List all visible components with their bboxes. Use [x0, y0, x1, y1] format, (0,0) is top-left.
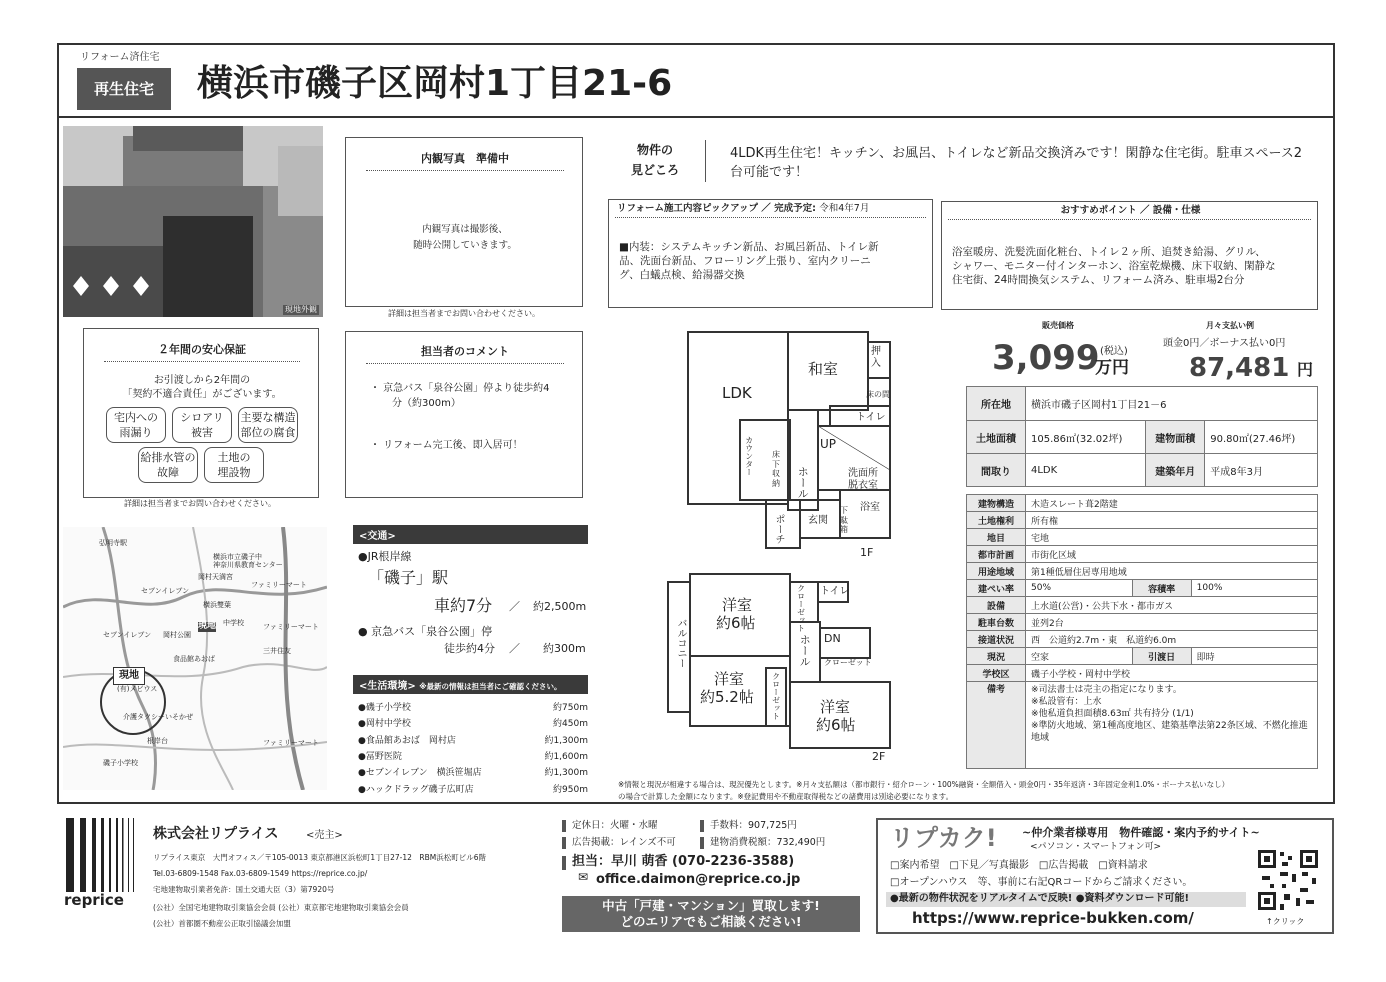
guarantee-item: [172, 407, 232, 443]
guarantee-item: [238, 407, 298, 443]
spec-value: 磯子小学校・岡村中学校: [1026, 665, 1318, 682]
recommend-line-1: 浴室暖房、洗髪洗面化粧台、トイレ２ヶ所、追焚き給湯、グリル、: [952, 246, 1266, 258]
bldg-key: 建物面積: [1146, 421, 1205, 454]
exterior-caption: 現地外観: [285, 305, 317, 315]
remarks-line: ※他私道負担面積8.63㎡ 共有持分 (1/1): [1031, 709, 1194, 719]
table-row: [967, 495, 1318, 512]
guarantee-box: [83, 328, 319, 498]
spec-key: 建物構造: [967, 495, 1026, 512]
ripukaku-line-2: □オープンハウス 等、事前に右記QRコードからご請求ください。: [890, 877, 1193, 888]
area-map[interactable]: [63, 527, 327, 790]
reprice-logo-text: reprice: [64, 891, 124, 909]
highlight-text-2: 台可能です！: [730, 165, 809, 180]
spec-key: 建ぺい率: [967, 580, 1026, 597]
recommend-line-3: 住宅街、24時間換気システム、リフォーム済み、駐車場2台分: [952, 274, 1245, 286]
table-row: [967, 614, 1318, 631]
highlight-text-1: 4LDK再生住宅！キッチン、お風呂、トイレなど新品交換済みです！閑静な住宅街。駐車スペース2: [730, 146, 1303, 161]
interior-body-2: 随時公開していきます。: [413, 240, 517, 251]
environment-heading: <生活環境>: [359, 681, 416, 692]
table-row: [967, 631, 1318, 648]
map-label: 横浜雙葉: [203, 601, 231, 609]
fp1-getabako: 下駄箱: [840, 506, 848, 535]
map-current-marker: 現地: [198, 621, 217, 631]
spec-table: [966, 494, 1318, 769]
guarantee-item: [106, 407, 166, 443]
buy-banner: [562, 896, 860, 932]
remarks-value: [1026, 682, 1318, 769]
bldg-value: 90.80㎡(27.46坪): [1205, 421, 1318, 454]
highlight-divider: [705, 140, 706, 182]
fp1-oshiire: 押入: [871, 346, 881, 369]
monthly-note: 頭金0円／ボーナス払い0円: [1163, 338, 1286, 349]
reform-completion-label: 完成予定:: [774, 203, 816, 214]
ripukaku-click: ↑クリック: [1266, 917, 1305, 926]
traffic-line: ●JR根岸線: [358, 550, 412, 563]
divider: [948, 219, 1311, 220]
disclaimer-1: ※情報と現況が相違する場合は、現況優先とします。※月々支払額は（都市銀行・紹介ローン・100%融資・全額借入・頭金0円・35年返済・3年固定金利1.0%・ボーナス払いなし）: [618, 780, 1230, 789]
env-dist: 約1,300m: [544, 736, 588, 746]
spec-value-2: 即時: [1191, 648, 1317, 665]
env-dist: 約1,300m: [544, 768, 588, 778]
exterior-photo-image: [63, 126, 323, 317]
address-value: 横浜市磯子区岡村1丁目21－6: [1026, 387, 1318, 421]
spec-key: 駐車台数: [967, 614, 1026, 631]
spec-key: 設備: [967, 597, 1026, 614]
ripukaku-line-3: ●最新の物件状況をリアルタイムで反映! ●資料ダウンロード可能!: [890, 893, 1190, 904]
layout-key: 間取り: [967, 454, 1026, 487]
reform-line-1: ■内装：システムキッチン新品、お風呂新品、トイレ新: [619, 241, 879, 253]
comment-line-1: ・ 京急バス「泉谷公園」停より徒歩約4: [370, 383, 550, 394]
traffic-dist: 約2,500m: [533, 600, 587, 613]
reform-heading-sep: ／: [761, 203, 771, 214]
price-tax: (税込): [1100, 346, 1128, 357]
environment-heading-bar: [353, 675, 588, 694]
ripukaku-url[interactable]: https://www.reprice-bukken.com/: [912, 909, 1194, 927]
qr-code-drawing: [1256, 848, 1320, 912]
contact-holiday: 定休日：火曜・水曜: [572, 820, 658, 831]
guarantee-item-line1: シロアリ: [180, 411, 224, 424]
env-dist: 約1,600m: [544, 752, 588, 762]
fp2-dn: DN: [824, 632, 841, 645]
spec-key: 接道状況: [967, 631, 1026, 648]
contact-person: 担当：早川 萌香 (070-2236-3588): [572, 854, 795, 869]
fp2-youshitsu-b: 洋室: [714, 670, 745, 688]
fp1-washitsu: 和室: [808, 360, 839, 378]
guarantee-item: [138, 447, 198, 483]
ripukaku-sub: <パソコン・スマートフォン可>: [1030, 842, 1162, 852]
spec-key: 学校区: [967, 665, 1026, 682]
table-row: [967, 580, 1318, 597]
reform-completion-value: 令和4年7月: [819, 203, 870, 214]
fp2-closet-3: クローゼット: [771, 672, 781, 720]
built-key: 建築年月: [1146, 454, 1205, 487]
interior-photo-box: [345, 137, 583, 307]
remarks-line: ※私設管有：上水: [1031, 697, 1102, 707]
bullet-bar: [562, 837, 566, 849]
fp1-dakui: 脱衣室: [848, 480, 878, 491]
map-label: 横浜市立磯子中: [213, 553, 262, 561]
highlight-label-2: 見どころ: [631, 163, 680, 177]
page-title: 横浜市磯子区岡村1丁目21-6: [197, 63, 673, 104]
divider: [104, 361, 300, 362]
ripukaku-title: ~仲介業者様専用 物件確認・案内予約サイト~: [1022, 826, 1260, 839]
contact-ad: 広告掲載：レインズ不可: [572, 837, 676, 848]
fp1-toilet: トイレ: [856, 412, 886, 423]
guarantee-item: [204, 447, 264, 483]
comment-line-2: 分（約300m）: [392, 398, 461, 409]
fp1-up: UP: [820, 437, 837, 451]
spec-value-2: 100%: [1191, 580, 1317, 597]
reprice-logo: [64, 818, 138, 909]
guarantee-line-1: お引渡しから2年間の: [153, 375, 251, 386]
table-row: [967, 597, 1318, 614]
remarks-line: ※準防火地域、第1種高度地区、建築基準法第22条区域、不燃化推進: [1031, 721, 1308, 731]
fp2-hall: ホール: [798, 634, 812, 667]
fp1-yukashita: 床下収納: [772, 450, 780, 488]
highlight-label-1: 物件の: [637, 143, 674, 157]
map-label: 弘明寺駅: [99, 539, 127, 547]
spec-value: 並列2台: [1026, 614, 1318, 631]
recommend-heading: おすすめポイント ／ 設備・仕様: [1060, 205, 1201, 216]
ripukaku-logo: リプカク!: [890, 824, 997, 852]
spec-value: 市街化区域: [1026, 546, 1318, 563]
saisei-badge: 再生住宅: [77, 68, 171, 110]
divider: [366, 363, 564, 364]
map-label: 岡村天満宮: [198, 573, 233, 581]
remarks-line: 地域: [1031, 733, 1050, 743]
company-assoc-1: (公社）全国宅地建物取引業協会会員 (公社）東京都宅地建物取引業協会会員: [153, 903, 409, 912]
env-name: ●冨野医院: [358, 752, 402, 762]
fp2-toilet: トイレ: [820, 586, 850, 597]
map-label: セブンイレブン: [141, 587, 190, 595]
map-label: 介護タクシーいそかぜ: [123, 713, 193, 721]
spec-key: 土地権利: [967, 512, 1026, 529]
fp2-youshitsu-c: 洋室: [820, 698, 851, 716]
fp2-closet-2: クローゼット: [824, 658, 872, 667]
remarks-line: ※司法書士は売主の指定になります。: [1031, 685, 1182, 695]
company-name: 株式会社リプライス: [153, 826, 279, 842]
guarantee-item-line1: 主要な構造: [240, 411, 296, 424]
table-row: [967, 529, 1318, 546]
traffic-station: 「磯子」駅: [368, 568, 449, 587]
reform-heading: リフォーム施工内容ピックアップ: [617, 203, 758, 214]
reform-line-3: グ、白蟻点検、給湯器交換: [619, 269, 745, 281]
guarantee-item-line2: 雨漏り: [119, 426, 153, 439]
comment-line-3: ・ リフォーム完工後、即入居可！: [370, 440, 523, 451]
table-row: [967, 682, 1318, 769]
guarantee-note: 詳細は担当者までお問い合わせください。: [124, 499, 276, 508]
fp1-counter: カウンター: [744, 436, 754, 476]
reform-small-label: リフォーム済住宅: [80, 52, 160, 63]
contact-email[interactable]: office.daimon@reprice.co.jp: [596, 872, 801, 887]
fp1-yokushitsu: 浴室: [860, 502, 880, 513]
land-value: 105.86㎡(32.02坪): [1026, 421, 1146, 454]
map-label: (有)メビウス: [117, 685, 158, 693]
floorplan-2f: [660, 572, 900, 772]
map-label: 岡村公園: [163, 631, 191, 639]
env-name: ●食品館あおば 岡村店: [358, 736, 456, 746]
qr-code-icon[interactable]: [1256, 848, 1320, 912]
floorplan-1f: [680, 320, 910, 560]
fp1-tokonoma: 床の間: [866, 390, 890, 399]
spec-value: 50%: [1026, 580, 1133, 597]
monthly-label: 月々支払い例: [1206, 321, 1254, 330]
guarantee-item-line2: 部位の腐食: [240, 426, 296, 439]
map-label: ファミリーマート: [263, 623, 319, 631]
fp1-hall: ホール: [796, 466, 810, 499]
table-row: [967, 546, 1318, 563]
traffic-bus-time: 徒歩約4分: [444, 642, 495, 655]
environment-note: ※最新の情報は担当者にご確認ください。: [419, 682, 562, 691]
buy-line-1: 中古「戸建・マンション」買取します!: [602, 898, 820, 913]
company-assoc-2: (公社）首都圏不動産公正取引協議会加盟: [153, 919, 291, 928]
company-address: リプライス東京 大門オフィス／〒105-0013 東京都港区浜松町1丁目27-12 RBM浜松町ビル6階: [153, 853, 487, 862]
land-key: 土地面積: [967, 421, 1026, 454]
guarantee-line-2: 「契約不適合責任」がございます。: [122, 389, 282, 400]
map-label: 食品館あおば: [173, 655, 215, 663]
buy-line-2: どのエリアでもご相談ください!: [620, 914, 802, 929]
map-label: 中学校: [223, 619, 244, 627]
exterior-photo: [63, 126, 323, 317]
fp2-youshitsu-b-size: 約5.2帖: [700, 688, 754, 706]
spec-value: 上水道(公営)・公共下水・都市ガス: [1026, 597, 1318, 614]
contact-fee: 手数料：907,725円: [710, 820, 797, 831]
price-unit: 万円: [1095, 358, 1129, 378]
fp1-floor: 1F: [860, 546, 874, 559]
guarantee-item-line1: 土地の: [217, 451, 251, 464]
ripukaku-box[interactable]: [876, 818, 1334, 934]
fp2-youshitsu-a: 洋室: [722, 596, 753, 614]
interior-heading: 内観写真 準備中: [421, 152, 509, 165]
remarks-key: 備考: [967, 682, 1026, 769]
guarantee-item-line2: 故障: [157, 466, 179, 479]
table-row: [967, 563, 1318, 580]
map-label: セブンイレブン: [103, 631, 152, 639]
disclaimer-2: の場合で計算した金額になります。※登記費用や不動産取得税などの諸費用は別途必要になります。: [618, 792, 954, 801]
spec-key: 都市計画: [967, 546, 1026, 563]
built-value: 平成8年3月: [1205, 454, 1318, 487]
comment-heading: 担当者のコメント: [421, 345, 509, 358]
bullet-bar: [562, 856, 566, 870]
fp2-balcony: バルコニー: [675, 618, 686, 668]
monthly-value: 87,481: [1189, 353, 1290, 383]
table-row: [967, 454, 1318, 487]
spec-value: 西 公道約2.7m・東 私道約6.0m: [1026, 631, 1318, 648]
traffic-bus: ● 京急バス「泉谷公園」停: [358, 625, 493, 638]
map-label: 三井住友: [263, 647, 291, 655]
traffic-time: 車約7分: [434, 596, 493, 615]
address-key: 所在地: [967, 387, 1026, 421]
map-label: ファミリーマート: [263, 739, 319, 747]
company-role: <売主>: [306, 830, 343, 841]
bullet-bar: [700, 820, 704, 832]
traffic-heading: <交通>: [353, 525, 588, 544]
fp2-youshitsu-a-size: 約6帖: [716, 614, 756, 632]
interior-note: 詳細は担当者までお問い合わせください。: [388, 309, 540, 318]
table-row: [967, 512, 1318, 529]
bullet-bar: [700, 837, 704, 849]
fp1-senmen: 洗面所: [848, 468, 878, 479]
spec-value: 所有権: [1026, 512, 1318, 529]
table-row: [967, 387, 1318, 421]
fp2-youshitsu-c-size: 約6帖: [816, 716, 856, 734]
env-dist: 約450m: [553, 719, 588, 729]
comment-box: [345, 331, 583, 498]
fp1-ldk: LDK: [722, 384, 752, 402]
guarantee-item-line2: 被害: [191, 426, 213, 439]
reprice-logo-mark: [64, 818, 138, 892]
guarantee-item-line1: 宅内への: [114, 411, 158, 424]
spec-key: 現況: [967, 648, 1026, 665]
spec-key: 用途地域: [967, 563, 1026, 580]
price-value: 3,099: [992, 338, 1100, 378]
env-name: ●ハックドラッグ磯子広町店: [358, 785, 474, 795]
basic-info-table: [966, 386, 1318, 487]
map-label: 神奈川県教育センター: [213, 561, 283, 569]
fp1-porch: ポーチ: [773, 514, 784, 544]
fp2-closet-1: クローゼット: [796, 584, 806, 632]
contact-tax: 建物消費税額：732,490円: [710, 837, 826, 848]
spec-value: 第1種低層住居専用地域: [1026, 563, 1318, 580]
spec-key-2: 容積率: [1132, 580, 1191, 597]
bullet-bar: [562, 820, 566, 832]
divider: [366, 170, 564, 171]
env-dist: 約950m: [553, 785, 588, 795]
env-name: ●岡村中学校: [358, 719, 411, 729]
guarantee-heading: ２年間の安心保証: [158, 343, 246, 356]
traffic-bus-dist: 約300m: [543, 642, 586, 655]
mail-icon: ✉: [578, 870, 589, 884]
monthly-unit: 円: [1297, 360, 1314, 379]
map-label: 根岸台: [147, 737, 168, 745]
table-row: [967, 665, 1318, 682]
env-name: ●セブンイレブン 横浜笹堀店: [358, 768, 482, 778]
interior-body-1: 内観写真は撮影後、: [422, 224, 508, 235]
guarantee-item-line2: 埋設物: [217, 466, 251, 479]
table-row: [967, 421, 1318, 454]
fp1-genkan: 玄関: [808, 515, 828, 526]
recommend-box: [941, 201, 1318, 310]
recommend-line-2: シャワー、モニター付インターホン、浴室乾燥機、床下収納、閑静な: [952, 260, 1276, 272]
spec-value: 宅地: [1026, 529, 1318, 546]
spec-value: 空家: [1026, 648, 1133, 665]
map-label: ファミリーマート: [251, 581, 307, 589]
reform-box: [608, 199, 933, 308]
reform-line-2: 品、洗面台新品、フローリング上張り、室内クリーニ: [619, 255, 871, 267]
fp2-floor: 2F: [872, 750, 886, 763]
divider: [615, 217, 926, 218]
traffic-slash: ／: [509, 600, 520, 613]
company-license: 宅地建物取引業者免許：国土交通大臣（3）第7920号: [153, 885, 335, 894]
layout-value: 4LDK: [1026, 454, 1146, 487]
spec-key-2: 引渡日: [1132, 648, 1191, 665]
map-current-big: 現地: [113, 667, 145, 685]
company-tel: Tel.03-6809-1548 Fax.03-6809-1549 https://reprice.co.jp/: [153, 869, 368, 878]
env-dist: 約750m: [553, 703, 588, 713]
price-label: 販売価格: [1042, 321, 1074, 330]
spec-value: 木造スレート葺2階建: [1026, 495, 1318, 512]
spec-key: 地目: [967, 529, 1026, 546]
map-label: 磯子小学校: [103, 759, 138, 767]
ripukaku-line-1: □案内希望 □下見／写真撮影 □広告掲載 □資料請求: [890, 860, 1148, 871]
guarantee-item-line1: 給排水管の: [140, 451, 196, 464]
traffic-bus-slash: ／: [509, 642, 520, 655]
reform-heading-row: [617, 203, 869, 214]
table-row: [967, 648, 1318, 665]
env-name: ●磯子小学校: [358, 703, 411, 713]
